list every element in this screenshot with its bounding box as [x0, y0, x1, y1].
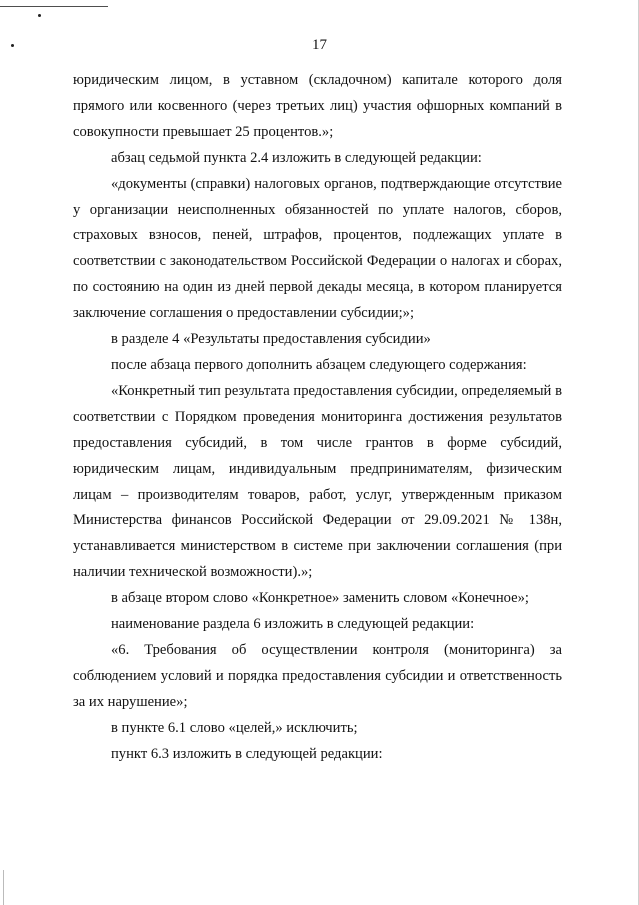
paragraph: пункт 6.3 изложить в следующей редакции: — [111, 745, 383, 762]
page-number: 17 — [312, 37, 327, 53]
scan-artifact-dot — [38, 14, 41, 17]
paragraph: «6. Требования об осуществлении контроля (мониторинга) за соблюдением условий и порядка предоставления субсидии и ответственность за их нарушение»; — [73, 641, 562, 710]
paragraph: после абзаца первого дополнить абзацем следующего содержания: — [111, 356, 527, 373]
paragraph: «документы (справки) налоговых органов, подтверждающие отсутствие у организации неисполненных обязанностей по уплате налогов, сборов, страховых взносов, пеней, штрафов, процентов, подлежащих уплате в соответствии с законодательством Российской Федерации о налогах и сборах, по состоянию на один из дней первой декады месяца, в котором планируется заключение соглашения о предоставлении субсидии;»; — [73, 175, 562, 322]
scan-edge — [3, 870, 4, 905]
paragraph: в пункте 6.1 слово «целей,» исключить; — [111, 719, 358, 736]
document-body — [73, 68, 562, 767]
paragraph: в разделе 4 «Результаты предоставления субсидии» — [111, 331, 431, 348]
paragraph: наименование раздела 6 изложить в следующей редакции: — [111, 616, 475, 633]
paragraph: «Конкретный тип результата предоставления субсидии, определяемый в соответствии с Порядком проведения мониторинга достижения результатов предоставления субсидий, в том числе грантов в форме субсидий, юридическим лицам, индивидуальным предпринимателям, физическим лицам – производителям товаров, работ, услуг, утвержденным приказом Министерства финансов Российской Федерации от 29.09.2021 № 138н, устанавливается министерством в системе при заключении соглашения (при наличии технической возможности).»; — [73, 382, 562, 581]
paragraph: в абзаце втором слово «Конкретное» заменить словом «Конечное»; — [111, 590, 529, 607]
paragraph: абзац седьмой пункта 2.4 изложить в следующей редакции: — [111, 149, 482, 166]
paragraph: юридическим лицом, в уставном (складочном) капитале которого доля прямого или косвенного (через третьих лиц) участия офшорных компаний в совокупности превышает 25 процентов.»; — [73, 72, 562, 140]
scan-artifact-line — [0, 6, 108, 7]
